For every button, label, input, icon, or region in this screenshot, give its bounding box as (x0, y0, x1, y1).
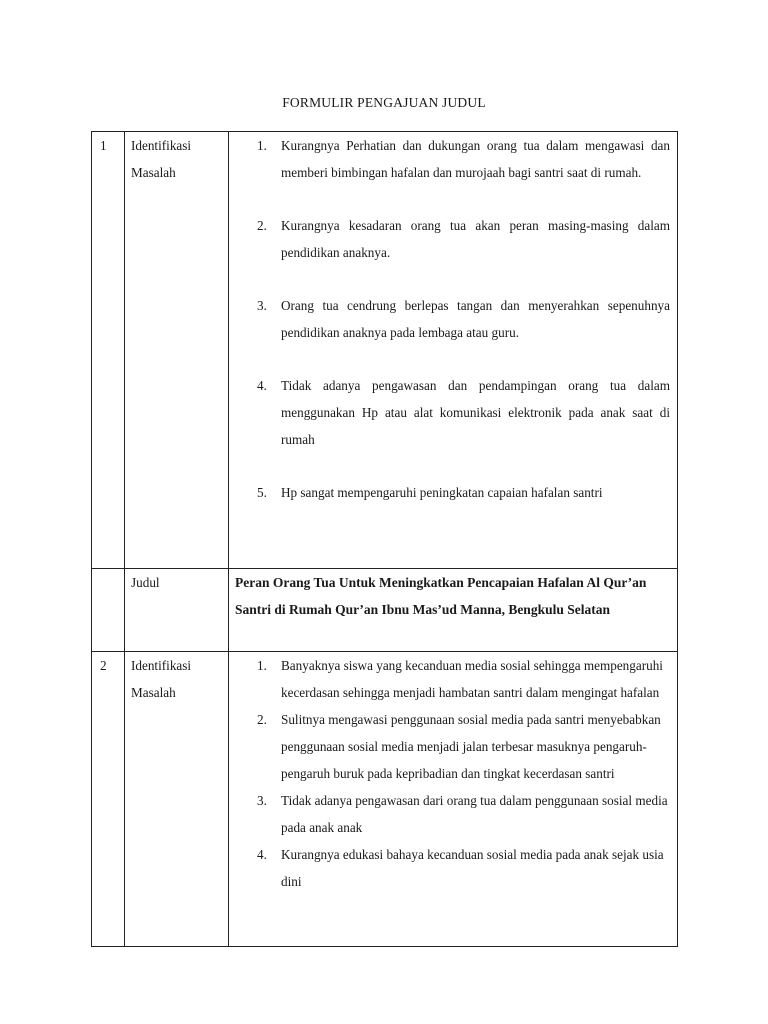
form-title: FORMULIR PENGAJUAN JUDUL (282, 95, 486, 110)
problem-list-cell (229, 132, 678, 569)
list-item-text: Orang tua cendrung berlepas tangan dan menyerahkan sepenuhnya pendidikan anaknya pada lembaga atau guru. (281, 298, 670, 340)
list-item (235, 132, 670, 186)
problem-identification-label: Identifikasi Masalah (125, 132, 229, 569)
list-item (235, 706, 670, 787)
problem-list (235, 652, 670, 895)
list-item-text: Kurangnya kesadaran orang tua akan peran masing-masing dalam pendidikan anaknya. (281, 218, 670, 260)
list-item-number: 2. (257, 218, 267, 233)
list-item (235, 212, 670, 266)
list-item-text: Tidak adanya pengawasan dan pendampingan orang tua dalam menggunakan Hp atau alat komunikasi elektronik pada anak saat di rumah (281, 378, 670, 447)
submission-form-table (91, 131, 678, 947)
list-item (235, 372, 670, 453)
list-item-number: 1. (257, 658, 267, 673)
list-item (235, 787, 670, 841)
proposed-title: Peran Orang Tua Untuk Meningkatkan Pencapaian Hafalan Al Qur’an Santri di Rumah Qur’an Ibnu Mas’ud Manna, Bengkulu Selatan (229, 569, 678, 652)
list-item-text: Kurangnya Perhatian dan dukungan orang tua dalam mengawasi dan memberi bimbingan hafalan dan murojaah bagi santri saat di rumah. (281, 138, 670, 180)
problem-list-cell (229, 652, 678, 947)
problem-identification-label: Identifikasi Masalah (125, 652, 229, 947)
list-item-number: 3. (257, 793, 267, 808)
list-item-number: 2. (257, 712, 267, 727)
list-item-text: Sulitnya mengawasi penggunaan sosial media pada santri menyebabkan penggunaan sosial media menjadi jalan terbesar masuknya pengaruh-pengaruh buruk pada kepribadian dan tingkat kecerdasan santri (281, 712, 661, 781)
table-row (92, 569, 678, 652)
list-item (235, 841, 670, 895)
list-item (235, 652, 670, 706)
list-item-number: 3. (257, 298, 267, 313)
list-item (235, 479, 670, 506)
problem-list (235, 132, 670, 506)
list-item-text: Hp sangat mempengaruhi peningkatan capaian hafalan santri (281, 485, 603, 500)
table-row (92, 132, 678, 569)
list-item-text: Kurangnya edukasi bahaya kecanduan sosial media pada anak sejak usia dini (281, 847, 664, 889)
list-item-number: 4. (257, 847, 267, 862)
list-item-text: Banyaknya siswa yang kecanduan media sosial sehingga mempengaruhi kecerdasan sehingga menjadi hambatan santri dalam mengingat hafalan (281, 658, 663, 700)
list-item-number: 1. (257, 138, 267, 153)
list-item-number: 4. (257, 378, 267, 393)
list-item-number: 5. (257, 485, 267, 500)
list-item (235, 292, 670, 346)
row-number: 2 (92, 652, 125, 947)
table-row (92, 652, 678, 947)
title-label: Judul (125, 569, 229, 652)
list-item-text: Tidak adanya pengawasan dari orang tua dalam penggunaan sosial media pada anak anak (281, 793, 668, 835)
empty-number-cell (92, 569, 125, 652)
row-number: 1 (92, 132, 125, 569)
